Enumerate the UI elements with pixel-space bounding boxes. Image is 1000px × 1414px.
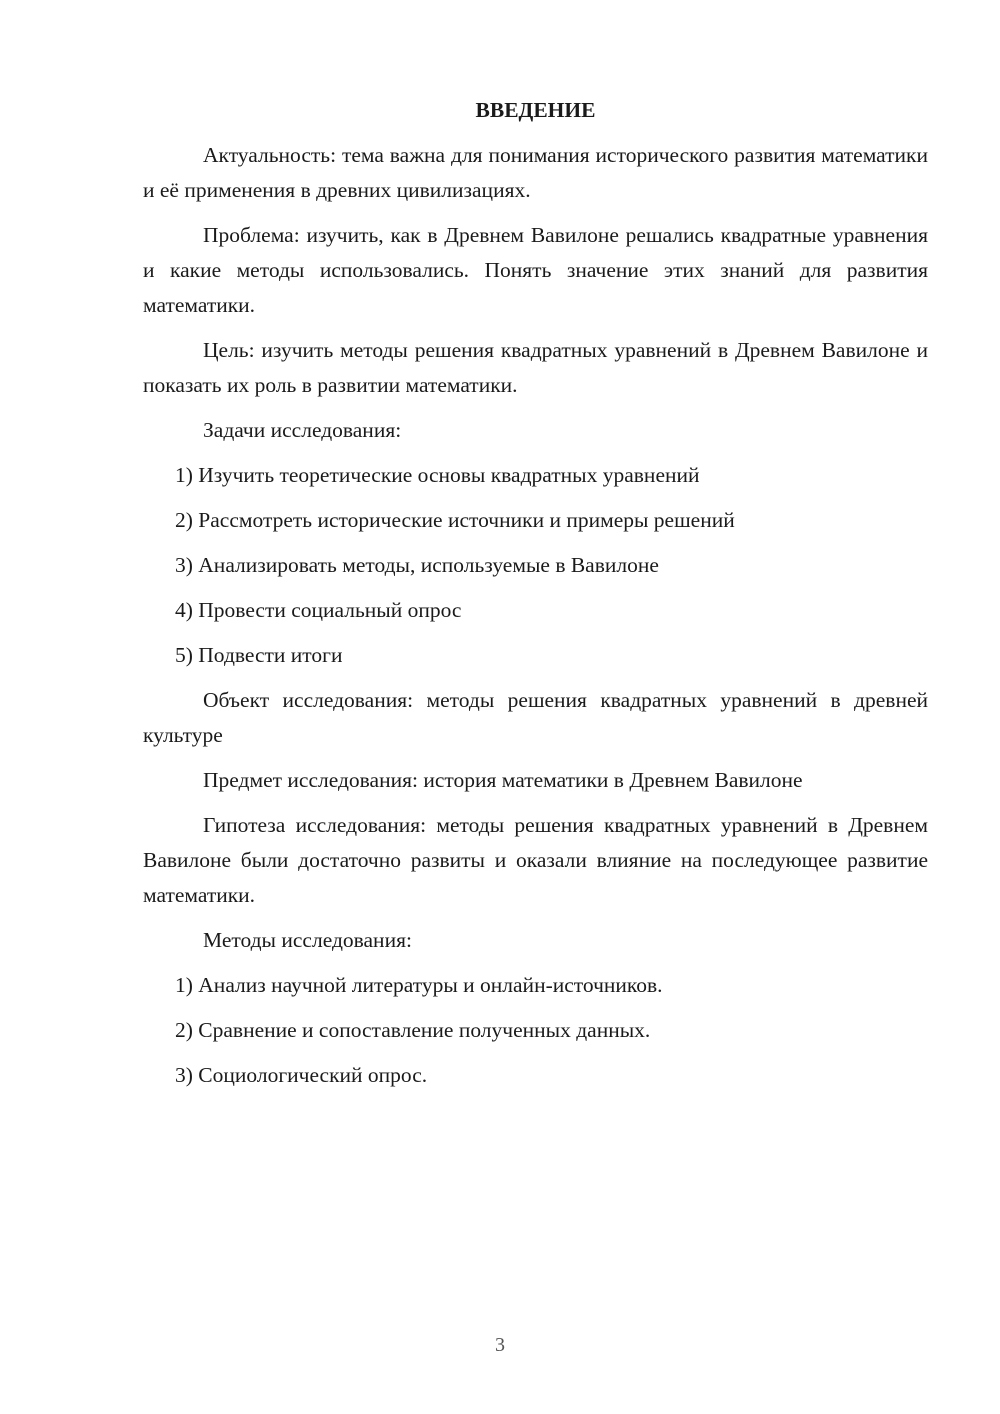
list-item: 2) Сравнение и сопоставление полученных данных. <box>175 1018 651 1042</box>
goal-paragraph: Цель: изучить методы решения квадратных уравнений в Древнем Вавилоне и показать их роль в развитии математики. <box>143 338 928 397</box>
list-item: 1) Анализ научной литературы и онлайн-источников. <box>175 973 663 997</box>
methods-heading: Методы исследования: <box>203 928 412 952</box>
list-item: 4) Провести социальный опрос <box>175 598 462 622</box>
methods-list <box>143 968 928 1093</box>
hypothesis-paragraph: Гипотеза исследования: методы решения квадратных уравнений в Древнем Вавилоне были достаточно развиты и оказали влияние на последующее развитие математики. <box>143 813 928 907</box>
list-item: 3) Анализировать методы, используемые в Вавилоне <box>175 553 659 577</box>
subject-paragraph: Предмет исследования: история математики в Древнем Вавилоне <box>203 768 803 792</box>
tasks-heading: Задачи исследования: <box>203 418 402 442</box>
document-page <box>143 92 928 1103</box>
list-item: 1) Изучить теоретические основы квадратных уравнений <box>175 463 700 487</box>
list-item: 2) Рассмотреть исторические источники и примеры решений <box>175 508 735 532</box>
tasks-list <box>143 458 928 673</box>
section-heading: ВВЕДЕНИЕ <box>475 98 596 122</box>
list-item: 5) Подвести итоги <box>175 643 343 667</box>
relevance-paragraph: Актуальность: тема важна для понимания исторического развития математики и её применения в древних цивилизациях. <box>143 143 928 202</box>
object-paragraph: Объект исследования: методы решения квадратных уравнений в древней культуре <box>143 688 928 747</box>
problem-paragraph: Проблема: изучить, как в Древнем Вавилоне решались квадратные уравнения и какие методы использовались. Понять значение этих знаний для развития математики. <box>143 223 928 317</box>
page-number: 3 <box>495 1334 505 1356</box>
list-item: 3) Социологический опрос. <box>175 1063 428 1087</box>
